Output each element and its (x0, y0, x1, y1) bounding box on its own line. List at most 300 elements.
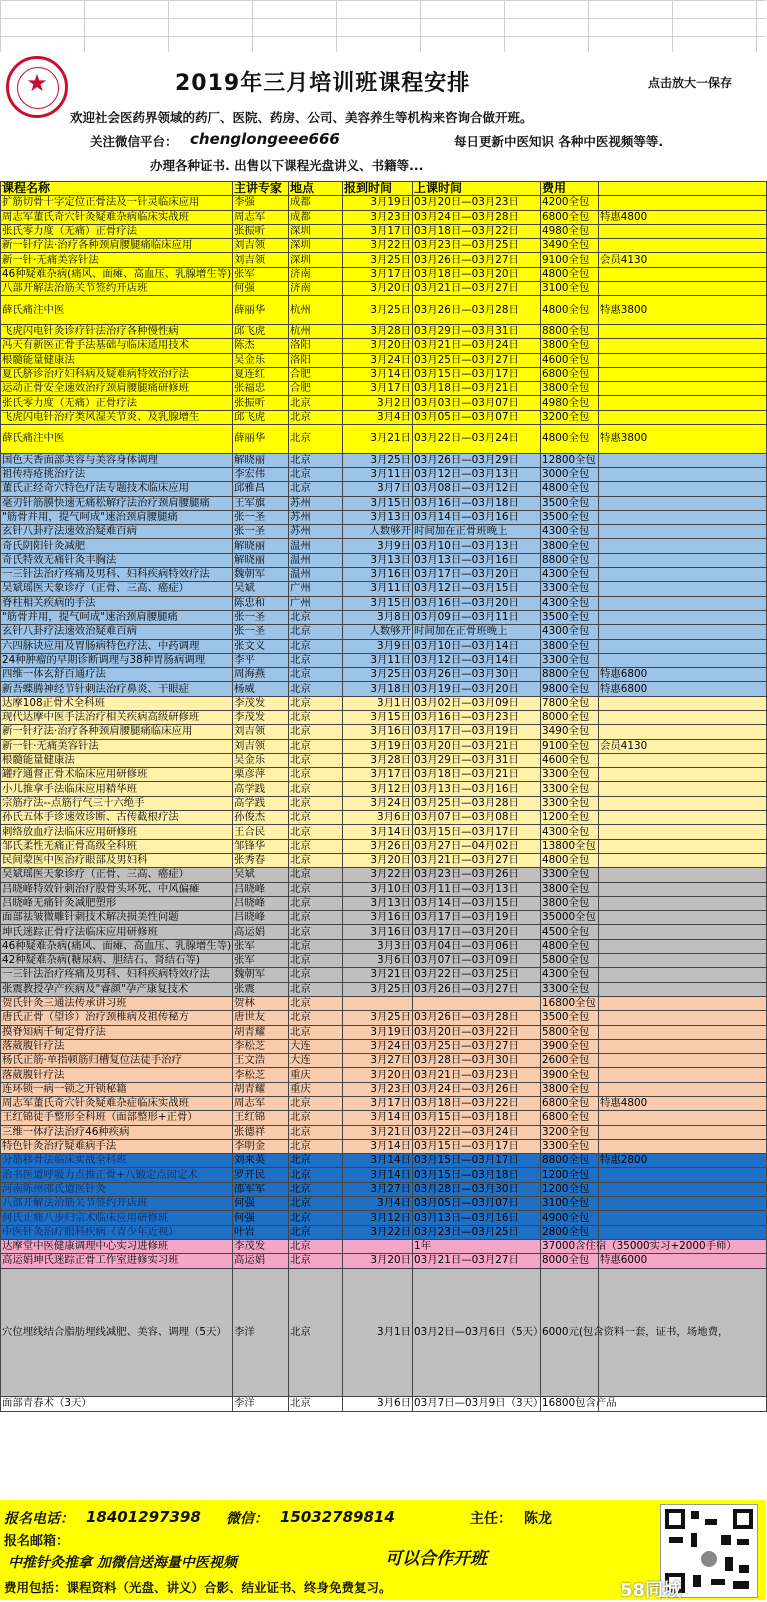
cell-promo (599, 1197, 767, 1211)
cell-promo (599, 610, 767, 624)
cell-promo (599, 1039, 767, 1053)
cell-location: 北京 (289, 1225, 343, 1239)
cell-fee: 3490全包 (541, 239, 599, 253)
cell-class-time: 03月26日—03月28日 (413, 296, 541, 325)
table-row (1, 1011, 767, 1025)
cell-class-time: 03月14日—03月15日 (413, 896, 541, 910)
star-icon: ★ (26, 69, 48, 97)
cell-class-time: 03月22日—03月24日 (413, 1125, 541, 1139)
cell-class-time: 03月05日—03月07日 (413, 410, 541, 424)
course-table (0, 181, 767, 1412)
cell-class-time: 03月27日—04月02日 (413, 839, 541, 853)
table-row (1, 796, 767, 810)
cell-checkin-date: 3月25日 (343, 1011, 413, 1025)
cell-location: 北京 (289, 482, 343, 496)
cell-lecturer: 刘吉领 (233, 725, 289, 739)
cell-fee: 3200全包 (541, 1125, 599, 1139)
cell-fee: 1200全包 (541, 1168, 599, 1182)
cell-course-name: 扩筋切骨十字定位正骨法及一针灵临床应用 (1, 196, 233, 210)
cell-checkin-date: 3月25日 (343, 296, 413, 325)
cell-fee: 3300全包 (541, 796, 599, 810)
cell-fee: 4980全包 (541, 224, 599, 238)
cell-lecturer: 张一圣 (233, 525, 289, 539)
cell-checkin-date: 3月14日 (343, 1154, 413, 1168)
cell-fee: 3500全包 (541, 610, 599, 624)
qr-module (711, 1579, 725, 1585)
cell-class-time: 03月02日—03月09日 (413, 696, 541, 710)
cell-checkin-date: 3月17日 (343, 1097, 413, 1111)
cell-promo (599, 525, 767, 539)
table-row (1, 1139, 767, 1153)
cell-lecturer: 何强 (233, 1197, 289, 1211)
cell-course-name: 王红锦徒手整形全科班（面部整形+正骨） (1, 1111, 233, 1125)
cell-lecturer: 张军 (233, 939, 289, 953)
cell-promo (599, 510, 767, 524)
cell-class-time (413, 996, 541, 1010)
cell-course-name: 罐疗通督正骨术临床应用研修班 (1, 768, 233, 782)
cell-class-time: 03月23日—03月25日 (413, 1225, 541, 1239)
cell-class-time: 03月13日—03月16日 (413, 1211, 541, 1225)
cell-fee: 2600全包 (541, 1054, 599, 1068)
cell-class-time: 03月20日—03月22日 (413, 1025, 541, 1039)
cell-lecturer: 吴斌 (233, 582, 289, 596)
table-row (1, 1397, 767, 1411)
cell-location: 温州 (289, 539, 343, 553)
cell-fee: 4600全包 (541, 753, 599, 767)
cell-fee: 16800全包 (541, 996, 599, 1010)
cell-course-name: 治书医道呼吸力点推正骨+八锻定点固定术 (1, 1168, 233, 1182)
cell-location: 北京 (289, 882, 343, 896)
cell-class-time: 03月2日—03月6日（5天） (413, 1268, 541, 1397)
table-row (1, 596, 767, 610)
cell-course-name: 八部开解法治筋关节签约开店班 (1, 282, 233, 296)
cell-location: 广州 (289, 596, 343, 610)
cell-fee: 16800包含产品 (542, 1397, 617, 1410)
cell-class-time: 03月10日—03月13日 (413, 539, 541, 553)
cell-checkin-date: 3月16日 (343, 725, 413, 739)
cell-checkin-date: 3月28日 (343, 753, 413, 767)
cell-class-time: 03月14日—03月16日 (413, 510, 541, 524)
cell-lecturer: 李明金 (233, 1139, 289, 1153)
cell-class-time: 03月16日—03月18日 (413, 496, 541, 510)
cell-location: 北京 (289, 954, 343, 968)
table-row (1, 682, 767, 696)
cell-promo (599, 1025, 767, 1039)
cell-fee: 4900全包 (541, 1211, 599, 1225)
cell-lecturer: 胡青耀 (233, 1025, 289, 1039)
cell-promo (599, 1011, 767, 1025)
cell-checkin-date: 3月13日 (343, 510, 413, 524)
cell-lecturer: 李茂发 (233, 1239, 289, 1253)
table-row (1, 710, 767, 724)
cell-promo: 会员4130 (599, 253, 767, 267)
cell-promo (599, 353, 767, 367)
cell-class-time: 03月16日—03月20日 (413, 596, 541, 610)
cell-location: 北京 (289, 782, 343, 796)
cell-fee: 9100全包 (541, 253, 599, 267)
table-row (1, 1025, 767, 1039)
cell-promo: 特惠2800 (599, 1154, 767, 1168)
cell-promo (599, 753, 767, 767)
cell-checkin-date: 3月23日 (343, 1082, 413, 1096)
cell-checkin-date: 3月18日 (343, 682, 413, 696)
cell-course-name: 贺氏针灸三通法传承讲习班 (1, 996, 233, 1010)
cell-class-time: 03月20日—03月23日 (413, 196, 541, 210)
cell-course-name: 三维一体疗法治疗46种疾病 (1, 1125, 233, 1139)
wechat-label: 微信： (226, 1511, 268, 1527)
cell-promo (599, 267, 767, 281)
cell-fee: 3100全包 (541, 1197, 599, 1211)
cell-course-name: 董氏正经奇穴特色疗法专题技术临床应用 (1, 482, 233, 496)
cell-fee: 4800全包 (541, 425, 599, 454)
cell-promo (599, 925, 767, 939)
cell-location: 成都 (289, 210, 343, 224)
cell-checkin-date: 3月13日 (343, 896, 413, 910)
cell-course-name: 高运娟坤氏迷踪正骨工作室进修实习班 (1, 1254, 233, 1268)
cell-location: 北京 (289, 610, 343, 624)
cell-lecturer: 杨威 (233, 682, 289, 696)
cell-class-time: 03月12日—03月14日 (413, 653, 541, 667)
table-row (1, 253, 767, 267)
cell-checkin-date: 3月6日 (343, 811, 413, 825)
cell-promo (599, 224, 767, 238)
cell-lecturer: 魏朝军 (233, 568, 289, 582)
cell-location: 北京 (289, 968, 343, 982)
qr-corner (733, 1509, 753, 1529)
table-row (1, 768, 767, 782)
cell-checkin-date: 3月11日 (343, 467, 413, 481)
cell-promo (599, 639, 767, 653)
cell-course-name: 杨氏正筋·单指顿筋归槽复位法徒手治疗 (1, 1054, 233, 1068)
cell-lecturer: 孙俊杰 (233, 811, 289, 825)
cell-fee: 4800全包 (541, 296, 599, 325)
cell-class-time: 03月07日—03月08日 (413, 811, 541, 825)
cell-lecturer: 李宏伟 (233, 467, 289, 481)
cell-class-time: 时间加在正骨班晚上 (413, 525, 541, 539)
cell-lecturer: 邹锋华 (233, 839, 289, 853)
cell-promo (599, 939, 767, 953)
cell-promo: 特惠3800 (599, 296, 767, 325)
table-row (1, 1097, 767, 1111)
cell-class-time: 03月21日—03月24日 (413, 339, 541, 353)
cell-lecturer: 张军 (233, 267, 289, 281)
cell-course-name: 新一针·无痛美容针法 (1, 253, 233, 267)
cell-promo (599, 1054, 767, 1068)
cell-fee: 3300全包 (541, 653, 599, 667)
cell-location: 北京 (289, 467, 343, 481)
cell-fee: 3900全包 (541, 1068, 599, 1082)
cell-fee: 9800全包 (541, 682, 599, 696)
cell-lecturer: 陈忠和 (233, 596, 289, 610)
cell-lecturer: 李茂发 (233, 710, 289, 724)
course-table-body (1, 182, 767, 1412)
cell-fee: 3300全包 (541, 782, 599, 796)
cell-fee: 6800全包 (541, 367, 599, 381)
cell-location: 北京 (289, 1254, 343, 1268)
cell-fee: 6000元(包含资料一套，证书，场地费， (541, 1268, 599, 1397)
cell-class-time: 03月15日—03月17日 (413, 1154, 541, 1168)
cell-fee: 7800全包 (541, 696, 599, 710)
cell-lecturer: 刘吉领 (233, 253, 289, 267)
cell-lecturer: 邱雅昌 (233, 482, 289, 496)
cell-promo (599, 1068, 767, 1082)
cell-checkin-date: 3月22日 (343, 868, 413, 882)
cell-location: 北京 (289, 1139, 343, 1153)
cell-lecturer: 唐世友 (233, 1011, 289, 1025)
table-row (1, 668, 767, 682)
cell-lecturer: 高学践 (233, 796, 289, 810)
cell-course-name: 何氏止痛八步归宗术临床应用研修班 (1, 1211, 233, 1225)
cell-course-name: "筋骨并用，提气呵成"速治颈肩腰腿痛 (1, 610, 233, 624)
cell-location: 北京 (289, 1268, 343, 1397)
cell-checkin-date: 3月26日 (343, 839, 413, 853)
cell-lecturer: 何强 (233, 282, 289, 296)
cell-course-name: 一三针法治疗疼痛及男科、妇科疾病特效疗法 (1, 568, 233, 582)
wechat-platform-id: chenglongeee666 (190, 130, 340, 148)
cell-promo: 特惠4800 (599, 1097, 767, 1111)
table-row (1, 353, 767, 367)
cell-promo (599, 853, 767, 867)
cell-class-time: 03月07日—03月09日 (413, 954, 541, 968)
director-label: 主任： (470, 1511, 512, 1527)
cell-checkin-date: 3月16日 (343, 911, 413, 925)
cell-promo (599, 968, 767, 982)
table-row (1, 639, 767, 653)
header-class-time: 上课时间 (413, 182, 541, 196)
cell-lecturer: 邵军军 (233, 1182, 289, 1196)
cell-location: 北京 (289, 710, 343, 724)
cell-checkin-date: 3月7日 (343, 482, 413, 496)
cell-promo (599, 625, 767, 639)
cell-class-time: 03月04日—03月06日 (413, 939, 541, 953)
table-row (1, 296, 767, 325)
cell-promo (599, 796, 767, 810)
cell-class-time: 03月21日—03月27日 (413, 282, 541, 296)
cell-fee: 3800全包 (541, 896, 599, 910)
cell-fee: 3300全包 (541, 868, 599, 882)
cell-location: 温州 (289, 568, 343, 582)
cell-checkin-date: 3月12日 (343, 1211, 413, 1225)
cell-location: 深圳 (289, 239, 343, 253)
cell-lecturer: 高学践 (233, 782, 289, 796)
cell-course-name: 宗筋疗法--点筋行气三十六绝手 (1, 796, 233, 810)
cell-checkin-date: 3月24日 (343, 1039, 413, 1053)
cell-checkin-date: 3月14日 (343, 367, 413, 381)
cell-lecturer: 周志军 (233, 1097, 289, 1111)
table-row (1, 267, 767, 281)
qr-corner (665, 1509, 685, 1529)
cell-class-time: 03月21日—03月27日 (413, 1254, 541, 1268)
table-row (1, 339, 767, 353)
cell-checkin-date: 3月21日 (343, 968, 413, 982)
cell-course-name: 国色天香面部美容与美容身体调理 (1, 453, 233, 467)
cell-course-name: 民间蒙医中医治疗眼部及男妇科 (1, 853, 233, 867)
cell-course-name: 夏氏脐诊治疗妇科病及疑难病特效治疗法 (1, 367, 233, 381)
table-row (1, 396, 767, 410)
cell-checkin-date: 3月9日 (343, 539, 413, 553)
cell-location: 深圳 (289, 224, 343, 238)
cell-class-time: 03月28日—03月30日 (413, 1054, 541, 1068)
cell-fee: 3500全包 (541, 510, 599, 524)
cell-fee: 4300全包 (541, 968, 599, 982)
cell-checkin-date: 3月28日 (343, 324, 413, 338)
cell-checkin-date: 3月14日 (343, 1139, 413, 1153)
cell-promo (599, 1168, 767, 1182)
wechat-platform-label: 关注微信平台： (90, 134, 178, 149)
cell-promo (599, 1397, 767, 1411)
cell-checkin-date: 3月13日 (343, 553, 413, 567)
cell-checkin-date: 3月15日 (343, 710, 413, 724)
qr-module (725, 1557, 733, 1571)
cell-lecturer: 张振听 (233, 224, 289, 238)
cell-fee: 9100全包 (541, 739, 599, 753)
cell-course-name: 达摩108正骨术全科班 (1, 696, 233, 710)
table-row (1, 896, 767, 910)
cell-fee: 4800全包 (541, 267, 599, 281)
cell-checkin-date: 3月4日 (343, 410, 413, 424)
cell-checkin-date: 3月15日 (343, 596, 413, 610)
cell-fee: 3300全包 (541, 1139, 599, 1153)
cell-class-time: 03月15日—03月18日 (413, 1111, 541, 1125)
cell-class-time: 03月22日—03月24日 (413, 425, 541, 454)
cell-promo (599, 1125, 767, 1139)
cell-class-time: 03月26日—03月28日 (413, 1011, 541, 1025)
cell-lecturer: 张文义 (233, 639, 289, 653)
cell-fee: 12800全包 (541, 453, 599, 467)
cell-location: 北京 (289, 982, 343, 996)
table-row (1, 882, 767, 896)
cell-fee: 3100全包 (541, 282, 599, 296)
cell-lecturer: 薛丽华 (233, 296, 289, 325)
table-row (1, 753, 767, 767)
cell-course-name: 46种疑难杂病(痛风、面瘫、高血压、乳腺增生等) (2, 939, 232, 952)
cell-course-name: 42种疑难杂病(糖尿病、胆结石、肾结石等) (1, 954, 233, 968)
cell-class-time: 03月15日—03月17日 (413, 1139, 541, 1153)
cell-lecturer: 胡青耀 (233, 1082, 289, 1096)
cell-location: 北京 (289, 853, 343, 867)
slogan-videos: 中推针灸推拿 加微信送海量中医视频 (8, 1555, 237, 1571)
cell-fee: 37000含住宿（35000实习+2000手师） (542, 1240, 737, 1253)
cell-course-name: 奇氏特效无痛针灸丰胸法 (1, 553, 233, 567)
cell-course-name: 吕晓峰特效针刺治疗股骨头坏死、中风偏瘫 (1, 882, 233, 896)
cell-promo (599, 239, 767, 253)
avatar (701, 1551, 717, 1567)
cell-promo (599, 868, 767, 882)
cell-fee: 6800全包 (541, 1111, 599, 1125)
table-row (1, 725, 767, 739)
cell-location: 北京 (289, 625, 343, 639)
cell-checkin-date: 3月4日 (343, 1197, 413, 1211)
cell-course-name: 面部青春术（3天） (1, 1397, 233, 1411)
cell-location: 北京 (289, 682, 343, 696)
cell-fee: 8800全包 (541, 1154, 599, 1168)
cell-location: 北京 (289, 868, 343, 882)
cell-checkin-date: 3月20日 (343, 1068, 413, 1082)
cell-checkin-date: 3月16日 (343, 568, 413, 582)
table-row (1, 467, 767, 481)
qr-module (693, 1575, 701, 1587)
cell-fee: 6800全包 (541, 1097, 599, 1111)
cell-promo (599, 825, 767, 839)
cell-lecturer: 叶岩 (233, 1225, 289, 1239)
qr-module (721, 1535, 731, 1545)
cell-lecturer: 解晓丽 (233, 553, 289, 567)
table-row (1, 1268, 767, 1397)
cell-location: 北京 (289, 839, 343, 853)
cell-course-name: 新吾蝶腾神经节针刺法治疗鼻炎、干眼症 (1, 682, 233, 696)
cell-lecturer: 张秀春 (233, 853, 289, 867)
cell-promo (599, 996, 767, 1010)
cell-class-time: 03月17日—03月19日 (413, 911, 541, 925)
cell-class-time: 03月03日—03月07日 (413, 396, 541, 410)
cell-course-name: 孙氏五体手诊速效诊断、古传截根疗法 (1, 811, 233, 825)
qr-module (691, 1511, 699, 1519)
cell-location: 北京 (289, 911, 343, 925)
cell-location: 北京 (289, 410, 343, 424)
cell-course-name: 24种肿瘤的早期诊断调理与38种胃肠病调理 (1, 653, 233, 667)
cell-class-time: 03月09日—03月11日 (413, 610, 541, 624)
qr-module (705, 1519, 717, 1525)
cell-location: 北京 (289, 811, 343, 825)
table-row (1, 954, 767, 968)
cell-location: 成都 (289, 196, 343, 210)
cell-class-time: 03月7日—03月9日（3天） (414, 1397, 544, 1410)
cell-promo (599, 453, 767, 467)
cell-fee: 4300全包 (541, 568, 599, 582)
cell-lecturer: 解晓丽 (233, 453, 289, 467)
cell-location: 北京 (289, 1168, 343, 1182)
table-row (1, 282, 767, 296)
cell-lecturer: 刘来英 (233, 1154, 289, 1168)
cell-checkin-date: 3月6日 (343, 954, 413, 968)
cell-course-name: 新一针·无痛美容针法 (1, 739, 233, 753)
cell-lecturer: 吴斌 (233, 868, 289, 882)
table-row (1, 224, 767, 238)
cell-promo: 特惠3800 (599, 425, 767, 454)
cell-promo (599, 396, 767, 410)
cell-course-name: 46种疑难杂病(痛风、面瘫、高血压、乳腺增生等) (2, 267, 232, 280)
cell-lecturer: 吕晓峰 (233, 896, 289, 910)
cell-location: 广州 (289, 582, 343, 596)
table-row (1, 1068, 767, 1082)
email-label: 报名邮箱： (4, 1534, 70, 1549)
cell-location: 北京 (289, 739, 343, 753)
cell-course-name: 落葳腹针疗法 (1, 1039, 233, 1053)
cell-lecturer: 李洋 (233, 1268, 289, 1397)
cell-promo (599, 482, 767, 496)
cell-checkin-date: 3月19日 (343, 1025, 413, 1039)
cell-lecturer: 夏连红 (233, 367, 289, 381)
table-row (1, 539, 767, 553)
qr-module (691, 1533, 697, 1547)
cell-location: 深圳 (289, 253, 343, 267)
watermark: 58同城 (620, 1580, 682, 1601)
cell-fee: 3800全包 (541, 339, 599, 353)
cell-fee: 3490全包 (541, 725, 599, 739)
cell-lecturer: 周志军 (233, 210, 289, 224)
cell-location: 北京 (289, 768, 343, 782)
phone-number: 18401297398 (86, 1508, 201, 1526)
cell-lecturer: 陈杰 (233, 339, 289, 353)
cell-lecturer: 王军旗 (233, 496, 289, 510)
cell-promo (599, 1139, 767, 1153)
cell-location: 北京 (289, 396, 343, 410)
cell-class-time: 03月10日—03月14日 (413, 639, 541, 653)
cell-location: 杭州 (289, 296, 343, 325)
cell-location: 北京 (289, 1011, 343, 1025)
table-row (1, 925, 767, 939)
cell-course-name: 一三针法治疗疼痛及男科、妇科疾病特效疗法 (1, 968, 233, 982)
